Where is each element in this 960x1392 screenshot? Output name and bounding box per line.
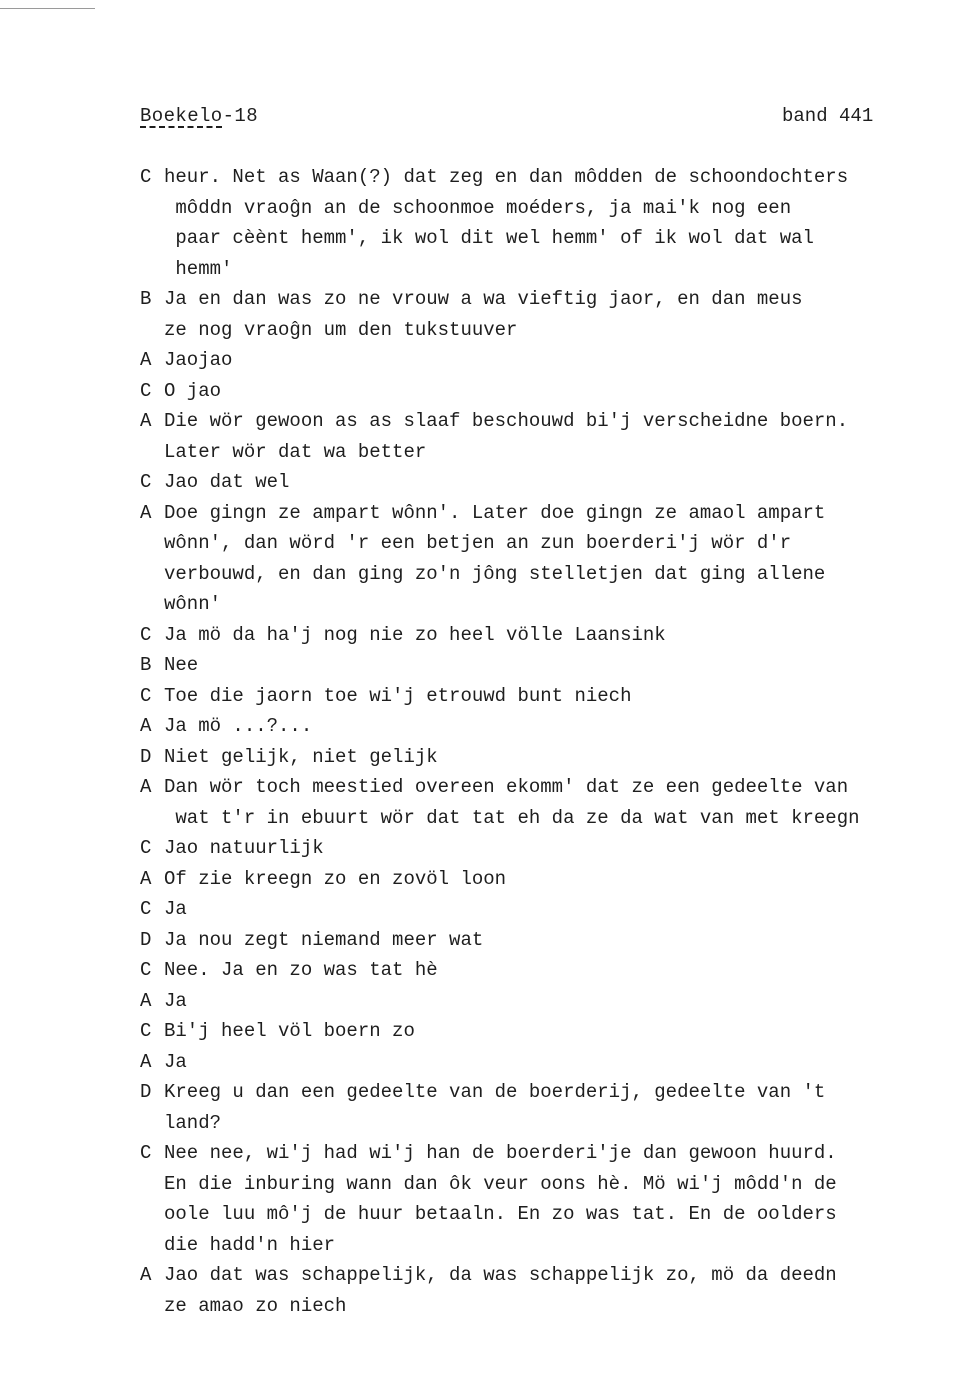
- transcript-turn: [140, 1047, 930, 1078]
- transcript-turn: [140, 955, 930, 986]
- speaker-label: D: [140, 928, 152, 951]
- utterance-text: Of zie kreegn zo en zovöl loon: [164, 867, 507, 890]
- speaker-label: A: [140, 349, 152, 371]
- scan-edge-mark: [0, 8, 95, 9]
- utterance-text: Jao dat wel: [164, 471, 290, 493]
- utterance-text: Kreeg u dan een gedeelte van de boerderij, gedeelte van 't land?: [164, 1081, 826, 1134]
- utterance-text: Ja: [164, 898, 187, 920]
- transcript: [140, 162, 930, 1321]
- transcript-turn: [140, 650, 930, 681]
- speaker-label: A: [140, 715, 152, 737]
- speaker-label: A: [140, 410, 152, 432]
- place-name: Boekelo: [140, 105, 223, 127]
- utterance-text: Niet gelijk, niet gelijk: [164, 745, 438, 768]
- utterance-text: Jaojao: [164, 349, 233, 371]
- utterance-text: heur. Net as Waan(?) dat zeg en dan môdden de schoondochters môddn vraoĝn an de schoonmoe moéders, ja mai'k nog een paar cèènt hemm', ik wol dit wel hemm' of ik wol dat wal hemm': [164, 166, 849, 280]
- transcript-turn: [140, 1260, 930, 1321]
- utterance-text: Jao dat was schappelijk, da was schappelijk zo, mö da deedn ze amao zo niech: [164, 1264, 837, 1317]
- transcript-turn: [140, 1016, 930, 1047]
- utterance-text: Ja: [164, 989, 187, 1012]
- utterance-text: Ja: [164, 1050, 187, 1073]
- transcript-turn: [140, 1138, 930, 1260]
- transcript-turn: [140, 864, 930, 895]
- transcript-turn: [140, 772, 930, 833]
- speaker-label: A: [140, 989, 152, 1012]
- transcript-turn: [140, 711, 930, 742]
- transcript-turn: [140, 376, 930, 407]
- page-number: -18: [222, 105, 259, 127]
- transcript-turn: [140, 986, 930, 1017]
- utterance-text: Ja nou zegt niemand meer wat: [164, 928, 484, 951]
- transcript-turn: [140, 742, 930, 773]
- speaker-label: C: [140, 1142, 152, 1164]
- utterance-text: Doe gingn ze ampart wônn'. Later doe gingn ze amaol ampart wônn', dan wörd 'r een betjen an zun boerderi'j wör d'r verbouwd, en dan ging zo'n jông stelletjen dat ging allene wônn': [164, 501, 826, 615]
- speaker-label: B: [140, 288, 152, 310]
- speaker-label: A: [140, 1050, 152, 1073]
- utterance-text: Nee nee, wi'j had wi'j han de boerderi'je dan gewoon huurd. En die inburing wann dan ôk veur oons hè. Mö wi'j môdd'n de oole luu mô'j de huur betaaln. En zo was tat. En de oolders die hadd'n hier: [164, 1142, 837, 1256]
- transcript-turn: [140, 284, 930, 345]
- speaker-label: C: [140, 166, 152, 188]
- speaker-label: C: [140, 837, 152, 859]
- utterance-text: Bi'j heel völ boern zo: [164, 1020, 415, 1042]
- utterance-text: Nee: [164, 654, 199, 676]
- utterance-text: Jao natuurlijk: [164, 837, 324, 859]
- transcript-turn: [140, 681, 930, 712]
- tape-reference: band 441: [782, 105, 874, 127]
- speaker-label: A: [140, 776, 152, 798]
- utterance-text: Die wör gewoon as as slaaf beschouwd bi'j verscheidne boern. Later wör dat wa better: [164, 410, 849, 463]
- utterance-text: Dan wör toch meestied overeen ekomm' dat ze een gedeelte van wat t'r in ebuurt wör dat tat eh da ze da wat van met kreegn: [164, 776, 860, 829]
- transcript-turn: [140, 498, 930, 620]
- transcript-turn: [140, 406, 930, 467]
- speaker-label: C: [140, 684, 152, 707]
- speaker-label: C: [140, 379, 152, 402]
- speaker-label: C: [140, 959, 152, 981]
- speaker-label: B: [140, 654, 152, 676]
- transcript-turn: [140, 162, 930, 284]
- utterance-text: Ja en dan was zo ne vrouw a wa vieftig jaor, en dan meus ze nog vraoĝn um den tukstuuver: [164, 288, 803, 341]
- speaker-label: C: [140, 1020, 152, 1042]
- speaker-label: D: [140, 745, 152, 768]
- transcript-turn: [140, 467, 930, 498]
- speaker-label: A: [140, 867, 152, 890]
- speaker-label: C: [140, 623, 152, 646]
- utterance-text: Toe die jaorn toe wi'j etrouwd bunt niech: [164, 684, 632, 707]
- transcript-turn: [140, 894, 930, 925]
- speaker-label: C: [140, 471, 152, 493]
- utterance-text: O jao: [164, 379, 222, 402]
- speaker-label: A: [140, 501, 152, 524]
- utterance-text: Nee. Ja en zo was tat hè: [164, 959, 438, 981]
- transcript-turn: [140, 345, 930, 376]
- utterance-text: Ja mö ...?...: [164, 715, 313, 737]
- speaker-label: A: [140, 1264, 152, 1286]
- transcript-turn: [140, 833, 930, 864]
- transcript-turn: [140, 925, 930, 956]
- speaker-label: C: [140, 898, 152, 920]
- utterance-text: Ja mö da ha'j nog nie zo heel völle Laansink: [164, 623, 666, 646]
- transcript-turn: [140, 620, 930, 651]
- page-header-left: [140, 105, 258, 127]
- transcript-turn: [140, 1077, 930, 1138]
- speaker-label: D: [140, 1081, 152, 1103]
